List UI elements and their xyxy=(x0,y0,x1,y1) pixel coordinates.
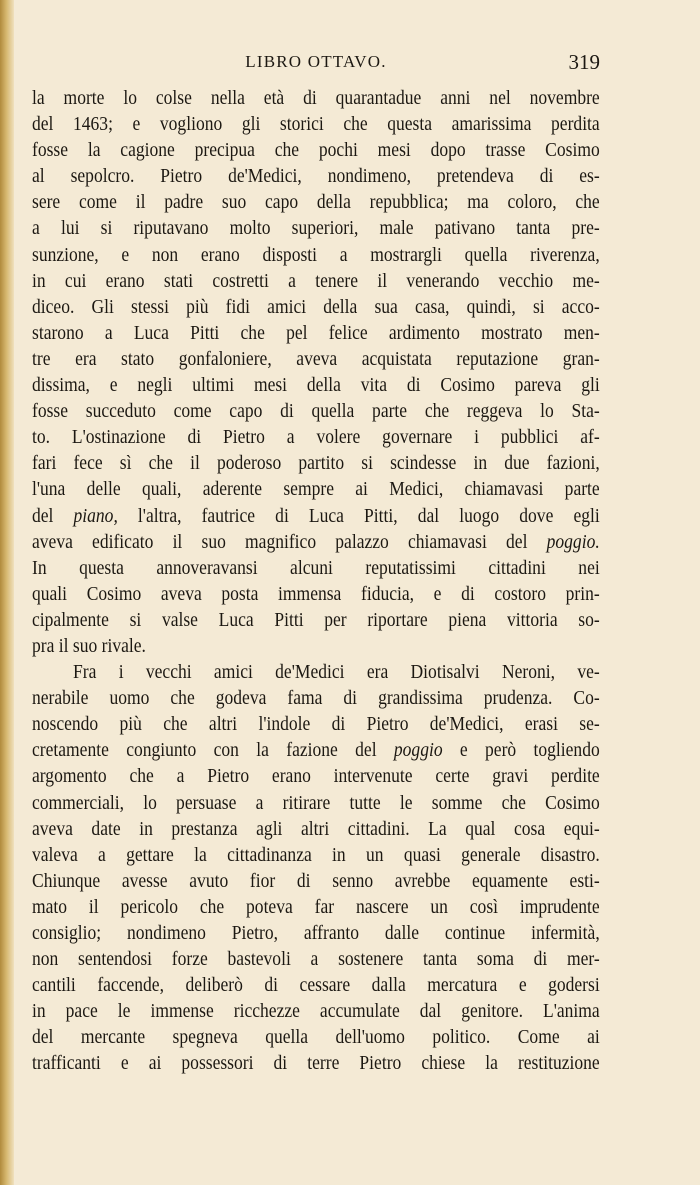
text-line: In questa annoveravansi alcuni reputatissimi cittadini nei xyxy=(32,556,600,579)
text-line: al sepolcro. Pietro de'Medici, nondimeno, pretendeva di es- xyxy=(32,165,600,188)
text-line: aveva date in prestanza agli altri cittadini. La qual cosa equi- xyxy=(32,817,600,840)
book-page xyxy=(32,0,600,1185)
text-line: del 1463; e vogliono gli storici che questa amarissima perdita xyxy=(32,113,600,136)
text-line: fosse succeduto come capo di quella parte che reggeva lo Sta- xyxy=(32,400,600,423)
text-line: to. L'ostinazione di Pietro a volere governare i pubblici af- xyxy=(32,426,600,449)
text-line: cantili faccende, deliberò di cessare dalla mercatura e godersi xyxy=(32,974,600,997)
text-line: argomento che a Pietro erano intervenute certe gravi perdite xyxy=(32,765,600,788)
text-line: non sentendosi forze bastevoli a sostenere tanta soma di mer- xyxy=(32,948,600,971)
paragraph-start-line: Fra i vecchi amici de'Medici era Diotisalvi Neroni, ve- xyxy=(73,661,600,684)
text-line: fari fece sì che il poderoso partito si scindesse in due fazioni, xyxy=(32,452,600,475)
running-title: LIBRO OTTAVO. xyxy=(245,52,387,71)
text-line: in pace le immense ricchezze accumulate dal genitore. L'anima xyxy=(32,1000,600,1023)
text-line: trafficanti e ai possessori di terre Pietro chiese la restituzione xyxy=(32,1052,600,1075)
text-line: sere come il padre suo capo della repubblica; ma coloro, che xyxy=(32,191,600,214)
text-line: dissima, e negli ultimi mesi della vita di Cosimo pareva gli xyxy=(32,374,600,397)
text-line: nerabile uomo che godeva fama di grandissima prudenza. Co- xyxy=(32,687,600,710)
text-line: starono a Luca Pitti che pel felice ardimento mostrato men- xyxy=(32,321,600,344)
text-line: mato il pericolo che poteva far nascere un così imprudente xyxy=(32,895,600,918)
text-line: quali Cosimo aveva posta immensa fiducia, e di costoro prin- xyxy=(32,582,600,605)
text-line: l'una delle quali, aderente sempre ai Medici, chiamavasi parte xyxy=(32,478,600,501)
text-line: consiglio; nondimeno Pietro, affranto dalle continue infermità, xyxy=(32,922,600,944)
text-line: fosse la cagione precipua che pochi mesi dopo trasse Cosimo xyxy=(32,139,600,162)
text-line: sunzione, e non erano disposti a mostrargli quella riverenza, xyxy=(32,243,600,266)
text-line: noscendo più che altri l'indole di Pietro de'Medici, erasi se- xyxy=(32,713,600,736)
text-line: cipalmente si valse Luca Pitti per riportare piena vittoria so- xyxy=(32,608,600,631)
text-line: cretamente congiunto con la fazione del poggio e però togliendo xyxy=(32,739,600,762)
text-line: Chiunque avesse avuto fior di senno avrebbe equamente esti- xyxy=(32,869,600,892)
body-text xyxy=(32,85,600,1077)
text-line: del mercante spegneva quella dell'uomo politico. Come ai xyxy=(32,1026,600,1049)
text-line: commerciali, lo persuase a ritirare tutte le somme che Cosimo xyxy=(32,791,600,814)
text-line: in cui erano stati costretti a tenere il venerando vecchio me- xyxy=(32,269,600,292)
text-line: la morte lo colse nella età di quarantadue anni nel novembre xyxy=(32,87,600,109)
book-spine-edge xyxy=(0,0,14,1185)
text-line: aveva edificato il suo magnifico palazzo chiamavasi del poggio. xyxy=(32,530,600,553)
text-line: valeva a gettare la cittadinanza in un quasi generale disastro. xyxy=(32,843,600,866)
running-head xyxy=(32,50,600,80)
text-line: del piano, l'altra, fautrice di Luca Pitti, dal luogo dove egli xyxy=(32,504,600,527)
text-line: a lui si riputavano molto superiori, male pativano tanta pre- xyxy=(32,217,600,240)
text-line: diceo. Gli stessi più fidi amici della sua casa, quindi, si acco- xyxy=(32,295,600,318)
text-line: tre era stato gonfaloniere, aveva acquistata reputazione gran- xyxy=(32,347,600,370)
page-number: 319 xyxy=(568,50,600,74)
paragraph-end-line: pra il suo rivale. xyxy=(32,634,146,657)
